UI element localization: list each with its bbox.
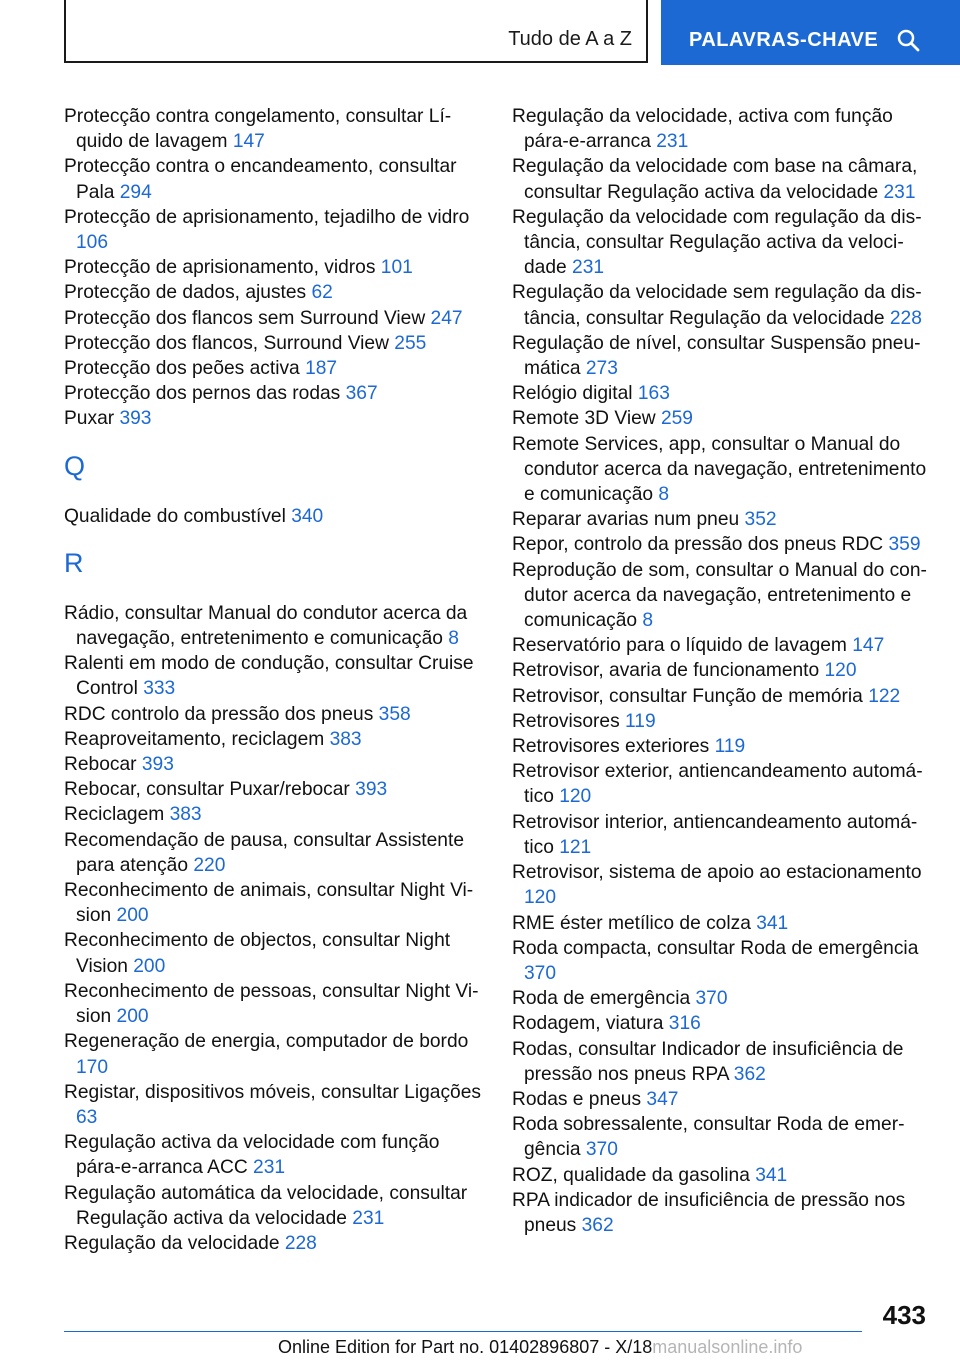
index-entry [512,734,932,759]
index-entry-text: Remote Services, app, consultar o Manual do condutor acerca da navegação, entretenimento e comunicação [512,433,927,506]
index-entry-text: Recomendação de pausa, consultar Assistente para atenção [64,829,464,876]
index-entry [64,406,484,431]
page-reference-link[interactable]: 393 [119,408,152,430]
page-reference-link[interactable]: 259 [660,408,693,430]
index-entry [512,280,932,330]
page-reference-link[interactable]: 228 [284,1232,317,1254]
page-reference-link[interactable]: 231 [253,1157,286,1179]
index-entry [512,633,932,658]
page-reference-link[interactable]: 255 [394,332,427,354]
page-reference-link[interactable]: 220 [193,854,226,876]
page-reference-link[interactable]: 200 [133,955,166,977]
index-entry-text: Protecção contra congelamento, consultar Líquido de lavagem [64,106,452,153]
index-entry [512,1087,932,1112]
page-reference-link[interactable]: 8 [658,484,670,506]
index-entry-text: Regeneração de energia, computador de bordo [64,1031,469,1053]
page-reference-link[interactable]: 147 [232,131,265,153]
index-entry-text: Reservatório para o líquido de lavagem [512,635,847,657]
search-icon[interactable] [896,28,920,52]
index-entry-text: Protecção contra o encandeamento, consultar Pala [64,156,457,203]
page-reference-link[interactable]: 121 [559,836,592,858]
page-reference-link[interactable]: 359 [888,534,921,556]
page-reference-link[interactable]: 101 [380,257,413,279]
index-entry [64,878,484,928]
index-entry [512,1188,932,1238]
index-entry [512,1011,932,1036]
index-entry-text: Reconhecimento de objectos, consultar Night Vision [64,930,451,977]
index-entry-text: Rodagem, viatura [512,1013,664,1035]
index-entry-text: Ralenti em modo de condução, consultar Cruise Control [64,653,474,700]
page-reference-link[interactable]: 370 [585,1139,618,1161]
index-entry [512,658,932,683]
tab-keywords[interactable] [661,0,960,65]
tab-a-to-z-label: Tudo de A a Z [508,28,632,50]
index-entry [64,752,484,777]
page-reference-link[interactable]: 106 [76,232,109,254]
index-entry [64,255,484,280]
index-entry [512,104,932,154]
edition-text: Online Edition for Part no. 01402896807 - X/18 [278,1337,653,1357]
page-reference-link[interactable]: 393 [355,779,388,801]
index-entry-text: Regulação da velocidade, activa com função pára-e-arranca [512,106,893,153]
page-reference-link[interactable]: 120 [559,786,592,808]
page-number: 433 [882,1300,926,1330]
index-column-left [64,104,484,1256]
page-reference-link[interactable]: 63 [76,1106,98,1128]
index-entry-text: Protecção dos pernos das rodas [64,383,341,405]
index-entry [64,504,484,529]
page-reference-link[interactable]: 8 [642,610,654,632]
page-reference-link[interactable]: 333 [143,678,176,700]
index-entry-text: Roda sobressalente, consultar Roda de emergência [512,1114,905,1161]
index-entry-text: Regulação da velocidade com regulação da distância, consultar Regulação activa da velocidade [512,206,922,279]
page-reference-link[interactable]: 120 [524,887,557,909]
index-entry-text: Protecção de dados, ajustes [64,282,307,304]
index-entry [64,154,484,204]
index-entry [64,1181,484,1231]
index-entry-text: Roda de emergência [512,988,691,1010]
index-entry-text: Rádio, consultar Manual do condutor acerca da navegação, entretenimento e comunicação [64,602,468,650]
page-reference-link[interactable]: 294 [119,181,152,203]
index-entry-text: Retrovisor exterior, antiencandeamento automático [512,761,923,808]
index-entry-text: Remote 3D View [512,408,656,430]
index-entry-text: Retrovisor, sistema de apoio ao estacionamento [512,862,922,884]
index-entry-text: Repor, controlo da pressão dos pneus RDC [512,534,884,556]
index-entry-text: RDC controlo da pressão dos pneus [64,703,374,725]
index-entry-text: Retrovisor, consultar Função de memória [512,685,863,707]
index-entry [512,1037,932,1087]
page-reference-link[interactable]: 362 [733,1063,766,1085]
index-entry-text: Puxar [64,408,115,430]
index-entry [64,104,484,154]
index-entry-text: Qualidade do combustível [64,505,286,527]
index-entry [64,1080,484,1130]
page-reference-link[interactable]: 347 [646,1088,679,1110]
index-entry-text: Reparar avarias num pneu [512,509,740,531]
index-column-right [512,104,932,1238]
page-reference-link[interactable]: 383 [169,804,202,826]
index-entry [64,802,484,827]
index-entry-text: Rodas e pneus [512,1088,642,1110]
index-entry-text: Registar, dispositivos móveis, consultar Ligações [64,1081,481,1103]
index-entry-text: Retrovisores [512,710,620,732]
page-reference-link[interactable]: 119 [625,710,656,732]
page-reference-link[interactable]: 383 [329,728,362,750]
watermark-text: manualsonline.info [652,1337,803,1357]
index-entry [512,154,932,204]
index-entry-text: Reciclagem [64,804,165,826]
index-entry [64,777,484,802]
index-entry-text: Rebocar [64,754,137,776]
index-entry [64,1029,484,1079]
index-entry [512,507,932,532]
index-entry [64,651,484,701]
index-entry-text: Retrovisores exteriores [512,736,710,758]
index-entry-text: Protecção dos peões activa [64,358,300,380]
tab-a-to-z[interactable] [64,0,648,63]
index-entry [512,1163,932,1188]
index-entry [64,979,484,1029]
index-entry-text: Reprodução de som, consultar o Manual do condutor acerca da navegação, entretenimento e comunicação [512,559,927,632]
page-reference-link[interactable]: 316 [668,1013,701,1035]
page-reference-link[interactable]: 170 [76,1056,109,1078]
index-entry [64,1130,484,1180]
page-reference-link[interactable]: 362 [581,1214,614,1236]
index-entry [512,810,932,860]
page-reference-link[interactable]: 62 [311,282,333,304]
index-entry [512,860,932,910]
index-entry [512,532,932,557]
index-entry [512,406,932,431]
index-entry-text: Protecção de aprisionamento, vidros [64,257,376,279]
index-entry-text: ROZ, qualidade da gasolina [512,1164,750,1186]
index-entry [64,331,484,356]
index-entry [64,828,484,878]
page-reference-link[interactable]: 273 [585,358,618,380]
page-reference-link[interactable]: 200 [116,1006,149,1028]
index-entry [512,709,932,734]
page-reference-link[interactable]: 341 [755,1164,788,1186]
page-reference-link[interactable]: 231 [883,181,916,203]
index-entry [512,911,932,936]
footer [278,1337,802,1358]
page-reference-link[interactable]: 341 [756,912,789,934]
page-reference-link[interactable]: 200 [116,905,149,927]
index-entry [64,727,484,752]
index-entry [512,432,932,508]
index-entry [512,381,932,406]
section-letter: R [64,547,84,578]
index-entry [64,381,484,406]
index-entry-text: Regulação activa da velocidade com função pára-e-arranca ACC [64,1132,440,1179]
index-entry-text: Reaproveitamento, reciclagem [64,728,325,750]
index-entry [64,1231,484,1256]
index-entry [512,1112,932,1162]
index-entry-text: Roda compacta, consultar Roda de emergência [512,937,919,959]
page-reference-link[interactable]: 231 [572,257,605,279]
page-reference-link[interactable]: 367 [345,383,378,405]
index-entry-text: RPA indicador de insuficiência de pressão nos pneus [512,1189,906,1236]
index-entry-text: Rodas, consultar Indicador de insuficiência de pressão nos pneus RPA [512,1038,904,1085]
page-reference-link[interactable]: 8 [448,628,459,650]
page-reference-link[interactable]: 120 [824,660,857,682]
index-entry [512,558,932,634]
index-entry [64,280,484,305]
index-entry [64,928,484,978]
index-entry-text: Protecção dos flancos, Surround View [64,332,389,354]
header-bar [0,0,960,66]
index-entry [512,205,932,281]
index-entry [512,684,932,709]
index-entry [512,936,932,986]
page-reference-link[interactable]: 393 [141,754,174,776]
page-reference-link[interactable]: 340 [291,505,324,527]
index-entry [512,759,932,809]
index-entry [512,986,932,1011]
page-reference-link[interactable]: 231 [656,131,689,153]
page-reference-link[interactable]: 147 [852,635,885,657]
page-reference-link[interactable]: 163 [637,383,670,405]
page-reference-link[interactable]: 247 [430,307,463,329]
index-entry-text: Rebocar, consultar Puxar/rebocar [64,779,350,801]
index-entry-text: Retrovisor interior, antiencandeamento automático [512,811,918,858]
index-entry [64,601,484,651]
page-reference-link[interactable]: 370 [695,988,728,1010]
page-reference-link[interactable]: 228 [889,307,922,329]
index-entry-text: Retrovisor, avaria de funcionamento [512,660,820,682]
index-entry-text: Regulação da velocidade com base na câmara, consultar Regulação activa da velocidade [512,156,918,203]
index-entry [64,306,484,331]
index-entry-text: RME éster metílico de colza [512,912,751,934]
page-reference-link[interactable]: 370 [524,962,557,984]
index-entry-text: Regulação de nível, consultar Suspensão pneumática [512,332,921,380]
index-entry-text: Protecção dos flancos sem Surround View [64,307,426,329]
page-reference-link[interactable]: 122 [868,685,901,707]
page-reference-link[interactable]: 119 [714,736,746,758]
page-reference-link[interactable]: 231 [352,1207,385,1229]
tab-keywords-label: PALAVRAS-CHAVE [689,29,879,51]
index-entry-text: Protecção de aprisionamento, tejadilho de vidro [64,206,470,228]
page-reference-link[interactable]: 352 [744,509,777,531]
index-entry-text: Regulação automática da velocidade, consultar Regulação activa da velocidade [64,1182,468,1229]
index-entry [64,356,484,381]
index-entry-text: Regulação da velocidade [64,1232,280,1254]
page-reference-link[interactable]: 187 [305,358,338,380]
index-entry-text: Relógio digital [512,383,633,405]
index-entry-text: Reconhecimento de pessoas, consultar Night Vision [64,980,479,1028]
section-letter: Q [64,450,86,481]
footer-divider [64,1331,862,1332]
index-entry-text: Reconhecimento de animais, consultar Night Vision [64,880,474,927]
index-entry [64,205,484,255]
index-entry [64,702,484,727]
page-reference-link[interactable]: 358 [378,703,411,725]
index-entry-text: Regulação da velocidade sem regulação da distância, consultar Regulação da velocidade [512,282,922,329]
index-entry [512,331,932,381]
